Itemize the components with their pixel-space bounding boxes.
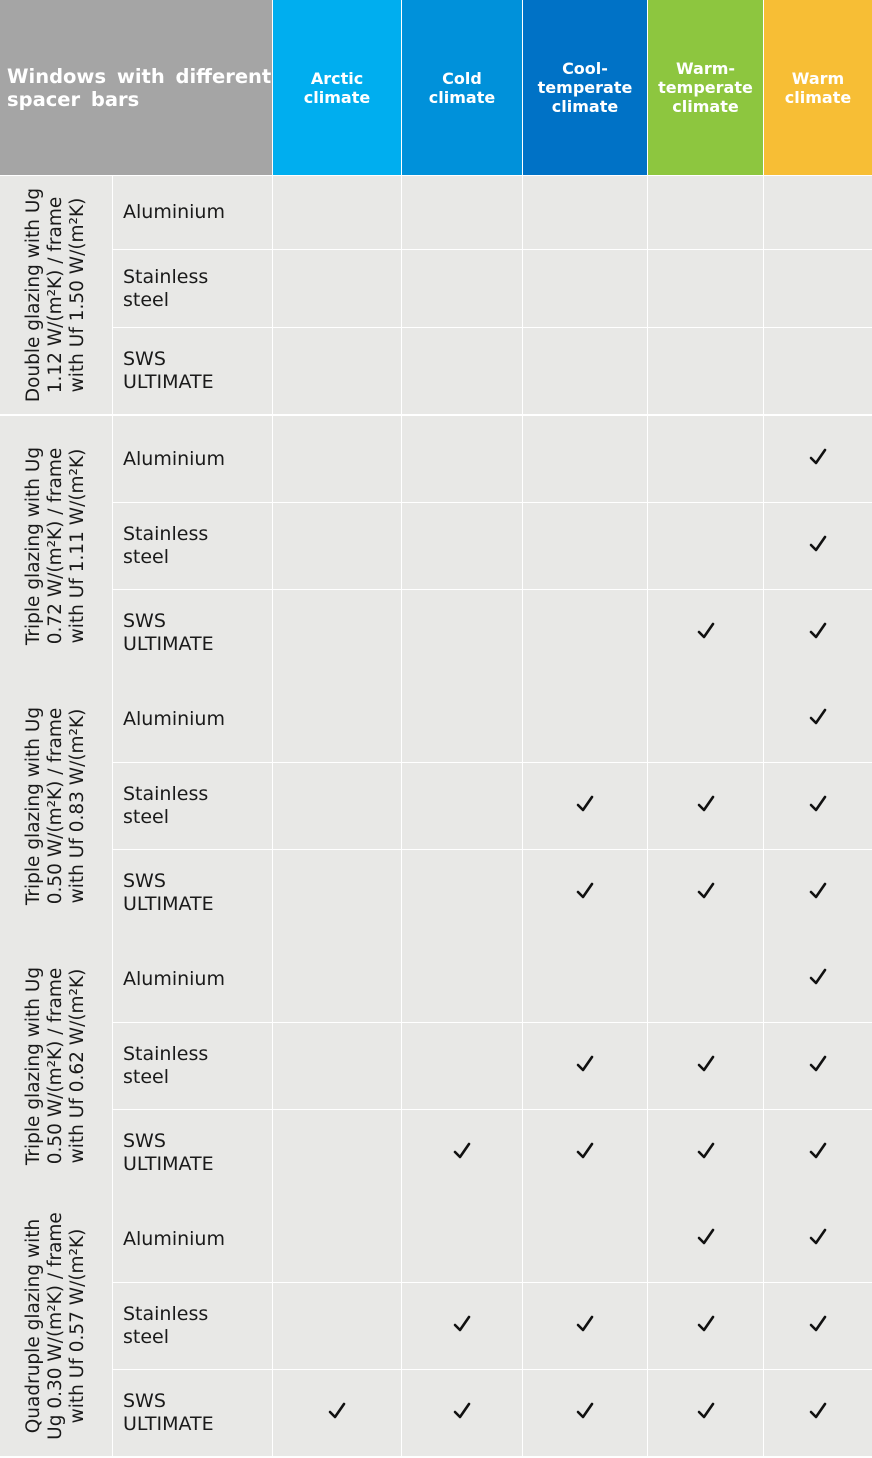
table-cell — [523, 936, 647, 1022]
checkmark-icon — [575, 1141, 595, 1161]
table-cell — [523, 250, 647, 327]
checkmark-icon — [696, 621, 716, 641]
spacer-type-label — [113, 676, 272, 762]
checkmark-icon — [808, 707, 828, 727]
column-header — [764, 0, 872, 175]
spacer-type-text: SWS ULTIMATE — [123, 870, 214, 915]
table-cell — [273, 328, 401, 414]
checkmark-icon — [327, 1401, 347, 1421]
table-cell — [523, 176, 647, 249]
checkmark-icon — [575, 1314, 595, 1334]
table-cell — [648, 676, 763, 762]
table-cell — [648, 503, 763, 589]
checkmark-icon — [808, 1227, 828, 1247]
spacer-type-text: Aluminium — [123, 1227, 225, 1250]
table-cell — [402, 1023, 522, 1109]
glazing-type-text: Double glazing with Ug 1.12 W/(m²K) / frame with Uf 1.50 W/(m²K) — [23, 187, 88, 403]
table-cell — [273, 590, 401, 676]
table-cell — [648, 176, 763, 249]
spacer-type-label — [113, 328, 272, 414]
checkmark-icon — [575, 794, 595, 814]
table-cell — [648, 416, 763, 502]
checkmark-icon — [452, 1314, 472, 1334]
spacer-type-label — [113, 1023, 272, 1109]
column-header — [273, 0, 401, 175]
table-cell — [648, 936, 763, 1022]
spacer-type-text: Aluminium — [123, 201, 225, 223]
table-cell — [273, 1196, 401, 1282]
table-cell — [402, 590, 522, 676]
table-cell — [523, 1196, 647, 1282]
checkmark-icon — [808, 1314, 828, 1334]
column-header — [402, 0, 522, 175]
spacer-type-label — [113, 590, 272, 676]
checkmark-icon — [808, 1401, 828, 1421]
spacer-type-text: SWS ULTIMATE — [123, 610, 214, 655]
spacer-type-label — [113, 763, 272, 849]
checkmark-icon — [696, 794, 716, 814]
table-cell — [402, 1196, 522, 1282]
checkmark-icon — [808, 1054, 828, 1074]
table-cell — [402, 676, 522, 762]
checkmark-icon — [808, 1141, 828, 1161]
table-cell — [402, 328, 522, 414]
checkmark-icon — [696, 1314, 716, 1334]
checkmark-icon — [696, 881, 716, 901]
column-header-label: Warm-temperate climate — [658, 59, 753, 116]
checkmark-icon — [696, 1054, 716, 1074]
table-cell — [273, 250, 401, 327]
glazing-type-label — [0, 936, 112, 1196]
table-cell — [648, 328, 763, 414]
spacer-type-label — [113, 416, 272, 502]
spacer-type-text: Stainless steel — [123, 523, 209, 568]
checkmark-icon — [808, 794, 828, 814]
checkmark-icon — [452, 1401, 472, 1421]
spacer-type-label — [113, 250, 272, 327]
spacer-type-label — [113, 1370, 272, 1456]
checkmark-icon — [575, 1054, 595, 1074]
table-cell — [273, 503, 401, 589]
spacer-type-text: Stainless steel — [123, 1303, 209, 1348]
table-cell — [402, 936, 522, 1022]
spacer-type-text: SWS ULTIMATE — [123, 1390, 214, 1435]
table-cell — [273, 763, 401, 849]
table-title-text: Windows with different spacer bars — [7, 64, 272, 111]
table-cell — [273, 1023, 401, 1109]
column-header-label: Arctic climate — [303, 68, 371, 107]
table-title — [0, 0, 272, 175]
checkmark-icon — [696, 1227, 716, 1247]
table-cell — [523, 503, 647, 589]
spacer-type-text: Aluminium — [123, 967, 225, 990]
checkmark-icon — [575, 881, 595, 901]
spacer-type-text: SWS ULTIMATE — [123, 348, 214, 393]
spacer-type-label — [113, 850, 272, 936]
spacer-type-text: Stainless steel — [123, 783, 209, 828]
table-cell — [273, 936, 401, 1022]
glazing-type-text: Triple glazing with Ug 0.50 W/(m²K) / frame with Uf 0.62 W/(m²K) — [23, 966, 88, 1166]
checkmark-icon — [808, 967, 828, 987]
table-cell — [273, 176, 401, 249]
spacer-type-label — [113, 176, 272, 249]
table-cell — [523, 328, 647, 414]
glazing-type-text: Quadruple glazing with Ug 0.30 W/(m²K) / frame with Uf 0.57 W/(m²K) — [23, 1212, 88, 1440]
glazing-type-text: Triple glazing with Ug 0.72 W/(m²K) / frame with Uf 1.11 W/(m²K) — [23, 446, 88, 646]
table-cell — [402, 176, 522, 249]
column-header-label: Cold climate — [428, 68, 496, 107]
table-cell — [273, 676, 401, 762]
checkmark-icon — [808, 447, 828, 467]
checkmark-icon — [696, 1401, 716, 1421]
table-cell — [764, 328, 872, 414]
checkmark-icon — [575, 1401, 595, 1421]
spacer-type-label — [113, 1196, 272, 1282]
spacer-type-text: Stainless steel — [123, 1043, 209, 1088]
table-cell — [273, 416, 401, 502]
spacer-type-text: SWS ULTIMATE — [123, 1130, 214, 1175]
table-cell — [402, 503, 522, 589]
table-cell — [523, 676, 647, 762]
table-cell — [764, 176, 872, 249]
spacer-type-label — [113, 936, 272, 1022]
spacer-type-text: Aluminium — [123, 707, 225, 730]
checkmark-icon — [808, 621, 828, 641]
glazing-type-label — [0, 176, 112, 414]
table-cell — [523, 590, 647, 676]
column-header-label: Cool-temperate climate — [537, 59, 633, 116]
table-cell — [402, 763, 522, 849]
column-header-label: Warm climate — [784, 68, 852, 107]
spacer-type-label — [113, 1283, 272, 1369]
spacer-type-label — [113, 1110, 272, 1196]
checkmark-icon — [696, 1141, 716, 1161]
column-header — [523, 0, 647, 175]
checkmark-icon — [808, 881, 828, 901]
spacer-type-text: Stainless steel — [123, 265, 209, 311]
table-cell — [648, 250, 763, 327]
table-cell — [273, 850, 401, 936]
table-cell — [523, 416, 647, 502]
table-cell — [273, 1283, 401, 1369]
table-cell — [764, 250, 872, 327]
glazing-type-label — [0, 1196, 112, 1456]
column-header — [648, 0, 763, 175]
table-cell — [402, 250, 522, 327]
table-cell — [402, 850, 522, 936]
checkmark-icon — [808, 534, 828, 554]
checkmark-icon — [452, 1141, 472, 1161]
spacer-type-text: Aluminium — [123, 447, 225, 470]
spacer-type-label — [113, 503, 272, 589]
table-cell — [402, 416, 522, 502]
table-cell — [273, 1110, 401, 1196]
glazing-type-label — [0, 676, 112, 936]
glazing-type-label — [0, 416, 112, 676]
glazing-type-text: Triple glazing with Ug 0.50 W/(m²K) / frame with Uf 0.83 W/(m²K) — [23, 706, 88, 906]
